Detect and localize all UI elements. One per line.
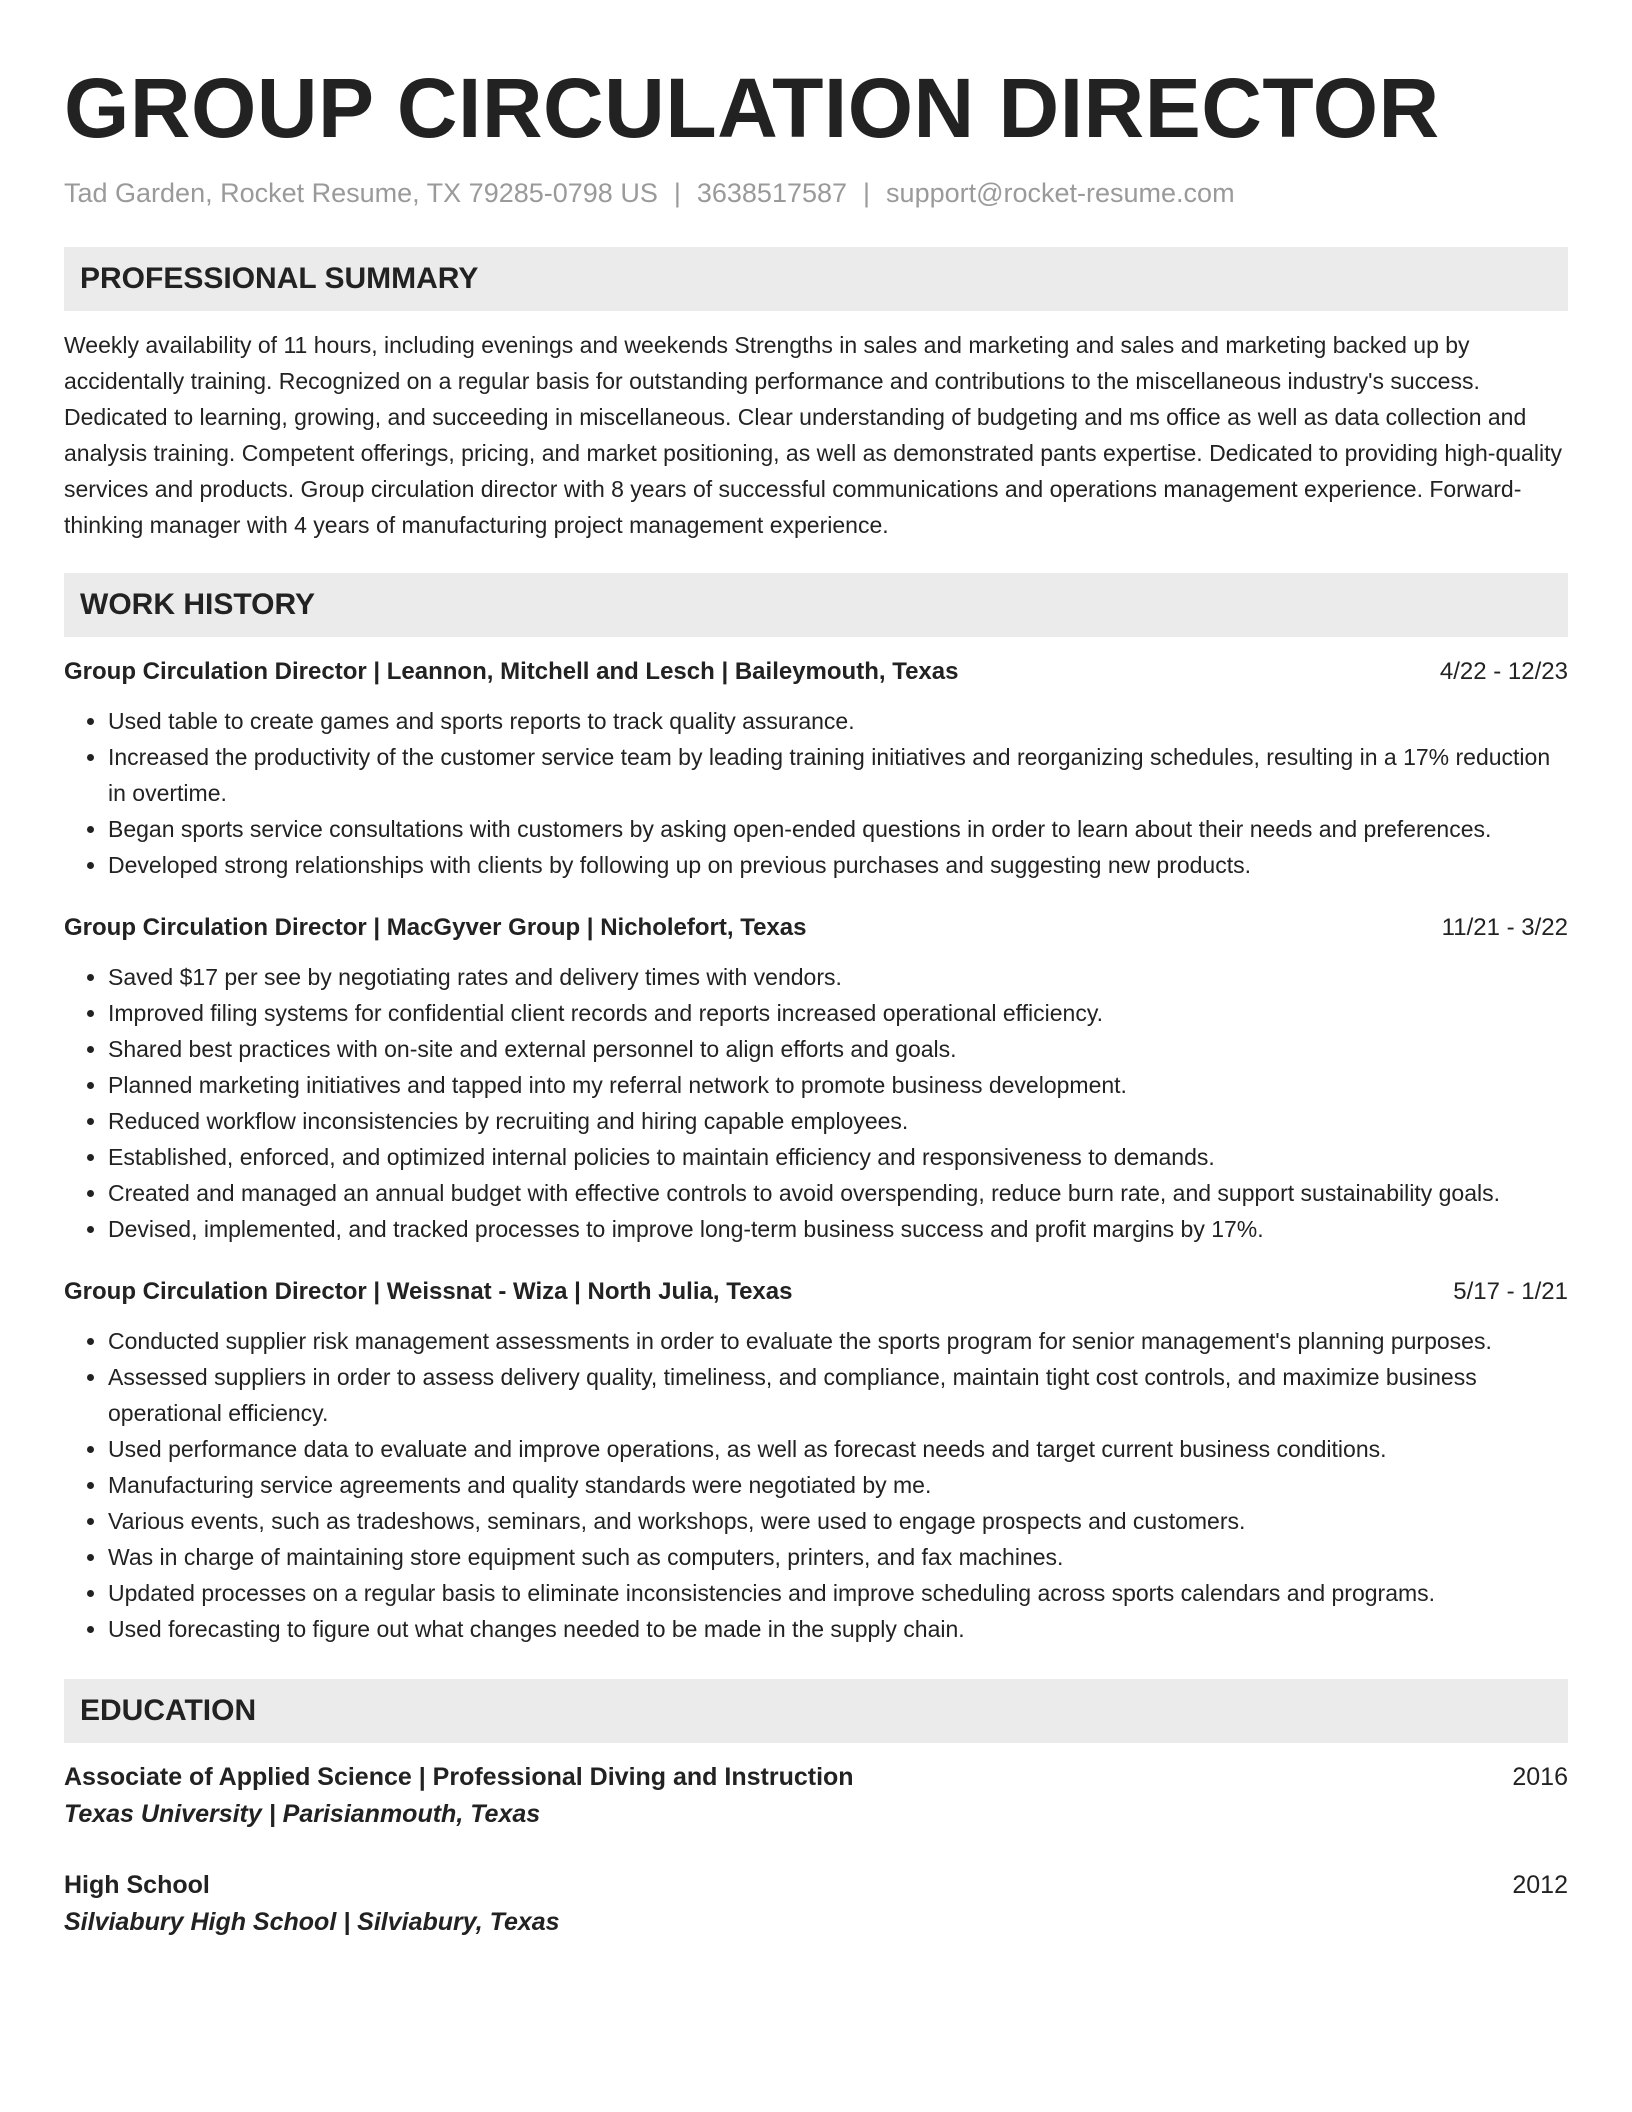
job-bullet: • Devised, implemented, and tracked processes to improve long-term business success and profit margins by 17%. bbox=[108, 1211, 1568, 1247]
section-header-work-history: WORK HISTORY bbox=[64, 573, 1568, 637]
education-degree: Associate of Applied Science | Professional Diving and Instruction bbox=[64, 1763, 854, 1791]
job-bullet: • Conducted supplier risk management assessments in order to evaluate the sports program for senior management's planning purposes. bbox=[108, 1323, 1568, 1359]
education-school: Texas University | Parisianmouth, Texas bbox=[64, 1800, 541, 1828]
job-bullets bbox=[64, 1323, 1568, 1647]
summary-text: Weekly availability of 11 hours, including evenings and weekends Strengths in sales and marketing and sales and marketing backed up by accidentally training. Recognized on a regular basis for outstanding performance and contributions to the miscellaneous industry's success. Dedicated to learning, growing, and succeeding in miscellaneous. Clear understanding of budgeting and ms office as well as data collection and analysis training. Competent offerings, pricing, and market positioning, as well as demonstrated pants expertise. Dedicated to providing high-quality services and products. Group circulation director with 8 years of successful communications and operations management experience. Forward-thinking manager with 4 years of manufacturing project management experience. bbox=[64, 332, 1562, 538]
section-header-education: EDUCATION bbox=[64, 1679, 1568, 1743]
education-degree: High School bbox=[64, 1871, 210, 1899]
job-entry bbox=[64, 655, 1568, 883]
job-bullets bbox=[64, 703, 1568, 883]
job-bullet: • Improved filing systems for confidential client records and reports increased operational efficiency. bbox=[108, 995, 1568, 1031]
job-bullet: • Developed strong relationships with clients by following up on previous purchases and suggesting new products. bbox=[108, 847, 1568, 883]
contact-address: Tad Garden, Rocket Resume, TX 79285-0798 US bbox=[64, 178, 658, 208]
job-entry bbox=[64, 911, 1568, 1247]
resume-title: GROUP CIRCULATION DIRECTOR bbox=[64, 61, 1440, 155]
job-bullet: • Began sports service consultations with customers by asking open-ended questions in order to learn about their needs and preferences. bbox=[108, 811, 1568, 847]
job-bullet: • Updated processes on a regular basis to eliminate inconsistencies and improve scheduling across sports calendars and programs. bbox=[108, 1575, 1568, 1611]
education-school: Silviabury High School | Silviabury, Texas bbox=[64, 1908, 560, 1936]
job-bullet: • Used performance data to evaluate and improve operations, as well as forecast needs and target current business conditions. bbox=[108, 1431, 1568, 1467]
job-bullet: • Was in charge of maintaining store equipment such as computers, printers, and fax machines. bbox=[108, 1539, 1568, 1575]
job-bullet: • Increased the productivity of the customer service team by leading training initiatives and reorganizing schedules, resulting in a 17% reduction in overtime. bbox=[108, 739, 1568, 811]
job-bullets bbox=[64, 959, 1568, 1247]
contact-email: support@rocket-resume.com bbox=[886, 178, 1235, 208]
job-bullet: • Created and managed an annual budget with effective controls to avoid overspending, reduce burn rate, and support sustainability goals. bbox=[108, 1175, 1568, 1211]
education-entry bbox=[64, 1867, 1568, 1941]
job-dates: 5/17 - 1/21 bbox=[1453, 1278, 1568, 1305]
education-header bbox=[64, 1759, 1568, 1795]
job-bullet: • Various events, such as tradeshows, seminars, and workshops, were used to engage prospects and customers. bbox=[108, 1503, 1568, 1539]
job-dates: 4/22 - 12/23 bbox=[1439, 658, 1568, 685]
job-bullet: • Used table to create games and sports reports to track quality assurance. bbox=[108, 703, 1568, 739]
education-entry bbox=[64, 1759, 1568, 1833]
job-bullet: • Saved $17 per see by negotiating rates and delivery times with vendors. bbox=[108, 959, 1568, 995]
education-year: 2016 bbox=[1512, 1763, 1568, 1791]
job-bullet: • Established, enforced, and optimized internal policies to maintain efficiency and responsiveness to demands. bbox=[108, 1139, 1568, 1175]
job-bullet: • Assessed suppliers in order to assess delivery quality, timeliness, and compliance, maintain tight cost controls, and maximize business operational efficiency. bbox=[108, 1359, 1568, 1431]
section-header-summary: PROFESSIONAL SUMMARY bbox=[64, 247, 1568, 311]
job-bullet: • Used forecasting to figure out what changes needed to be made in the supply chain. bbox=[108, 1611, 1568, 1647]
job-entry bbox=[64, 1275, 1568, 1647]
job-bullet: • Shared best practices with on-site and external personnel to align efforts and goals. bbox=[108, 1031, 1568, 1067]
job-bullet: • Planned marketing initiatives and tapped into my referral network to promote business development. bbox=[108, 1067, 1568, 1103]
job-title: Group Circulation Director | Weissnat - Wiza | North Julia, Texas bbox=[64, 1278, 793, 1305]
job-header bbox=[64, 655, 1568, 689]
job-header bbox=[64, 911, 1568, 945]
contact-phone: 3638517587 bbox=[696, 178, 848, 208]
contact-line bbox=[64, 178, 1568, 209]
job-title: Group Circulation Director | Leannon, Mitchell and Lesch | Baileymouth, Texas bbox=[64, 658, 959, 685]
job-bullet: • Reduced workflow inconsistencies by recruiting and hiring capable employees. bbox=[108, 1103, 1568, 1139]
job-bullet: • Manufacturing service agreements and quality standards were negotiated by me. bbox=[108, 1467, 1568, 1503]
education-header bbox=[64, 1867, 1568, 1903]
education-year: 2012 bbox=[1512, 1871, 1568, 1899]
contact-separator: | bbox=[863, 178, 871, 208]
job-header bbox=[64, 1275, 1568, 1309]
job-dates: 11/21 - 3/22 bbox=[1441, 914, 1568, 941]
job-title: Group Circulation Director | MacGyver Group | Nicholefort, Texas bbox=[64, 914, 807, 941]
contact-separator: | bbox=[673, 178, 681, 208]
